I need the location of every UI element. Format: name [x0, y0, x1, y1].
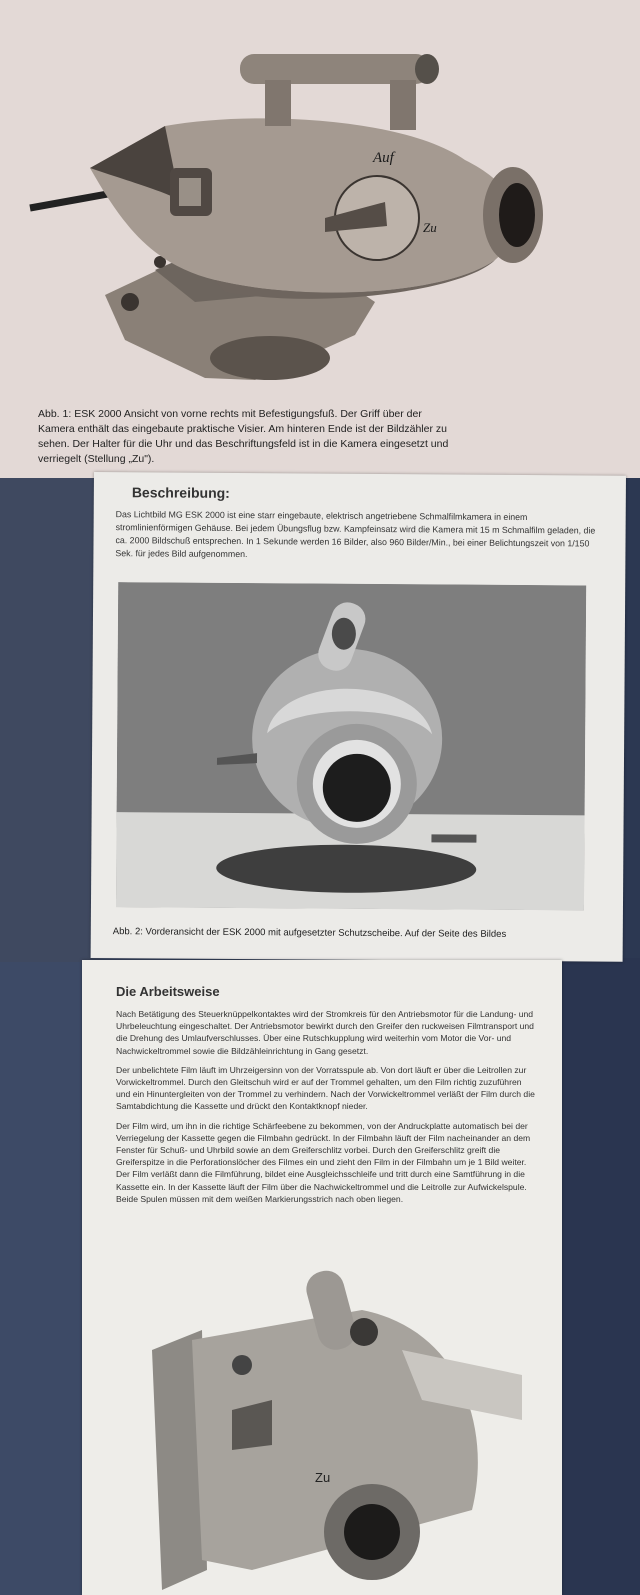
caption-line: Abb. 1: ESK 2000 Ansicht von vorne rechts mit Befestigungsfuß. Der Griff über der [38, 408, 422, 420]
figure-1-caption [38, 407, 618, 467]
paragraph: Der Film wird, um ihn in die richtige Schärfeebene zu bekommen, von der Andruckplatte automatisch bei der Verriegelung der Kassette gegen die Filmbahn gedrückt. In der Filmbahn läuft der Film nacheinander an dem Fenster für Schuß- und Uhrbild sowie an dem Greiferschlitz vorbei. Durch den Greiferschlitz greift die Greiferspitze in die Perforationslöcher des Filmes ein und zieht den Film in der Filmbahn um je 1 Bild weiter. Der Film verläßt dann die Filmführung, bildet eine Ausgleichsschleife und tritt durch eine Samtführung in die Kassette ein. In der Kassette läuft der Film über die Nachwickeltrommel und die Leitrolle zur Aufwickelspule. Beide Spulen müssen mit dem weißen Markierungsstrich nach oben liegen. [116, 1120, 531, 1204]
camera-side-photo [25, 40, 565, 395]
brochure-page-2 [91, 472, 626, 962]
page-3-heading: Die Arbeitsweise [116, 984, 220, 999]
caption-line: sehen. Der Halter für die Uhr und das Beschriftungsfeld ist in die Kamera eingesetzt und [38, 438, 449, 450]
open-label: Auf [373, 150, 394, 166]
backdrop-right-lower [560, 958, 640, 1595]
brochure-page-3 [82, 960, 562, 1595]
figure-2-caption: Abb. 2: Vorderansicht der ESK 2000 mit aufgesetzter Schutzscheibe. Auf der Seite des Bildes [112, 926, 507, 940]
page-2-heading: Beschreibung: [131, 484, 230, 501]
workflow-text [116, 1008, 536, 1212]
camera-front-photo [116, 582, 586, 910]
closed-label: Zu [423, 220, 437, 235]
paragraph: Der unbelichtete Film läuft im Uhrzeigersinn von der Vorratsspule ab. Von dort läuft er über die Leitrollen zur Vorwickeltrommel. Durch den Gleitschuh wird er auf der Trommel gehalten, um den Film richtig zuzuführen und ein Hinuntergleiten von der Trommel zu verhindern. Nach der Vorwickeltrommel verläßt der Film durch die Samtabdichtung die Kassette und drückt den Kontaktknopf nieder. [116, 1064, 535, 1112]
closed-label: Zu [315, 1470, 331, 1485]
caption-line: verriegelt (Stellung „Zu"). [38, 453, 155, 465]
paragraph: Nach Betätigung des Steuerknüppelkontaktes wird der Stromkreis für den Antriebsmotor für die Landung- und Uhrbeleuchtung eingeschaltet. Der Antriebsmotor bewirkt durch den Greifer den ruckweisen Filmtransport und die Drehung des Umlaufverschlusses. Über eine Rutschkupplung wird weiterhin vom Motor die Vor- und Nachwickeltrommel sowie die Bildzähleinrichtung in Gang gesetzt. [116, 1009, 534, 1056]
caption-line: Kamera enthält das eingebaute praktische Visier. Am hinteren Ende ist der Bildzähler zu [38, 423, 447, 435]
description-paragraph: Das Lichtbild MG ESK 2000 ist eine starr eingebaute, elektrisch angetriebene Schmalfilmkamera in einem stromlinienförmigen Gehäuse. Bei jedem Übungsflug bzw. Kampfeinsatz wird die Kamera mit 15 m Schmalfilm geladen, die ca. 2000 Bildschuß entsprechen. In 1 Sekunde werden 16 Bilder, also 960 Bilder/Min., bei einer Belichtungszeit von 1/150 Sek. für jedes Bild aufgenommen. [115, 509, 596, 560]
backdrop-left [0, 472, 100, 962]
camera-open-photo [132, 1270, 532, 1595]
brochure-page-1 [0, 0, 640, 478]
